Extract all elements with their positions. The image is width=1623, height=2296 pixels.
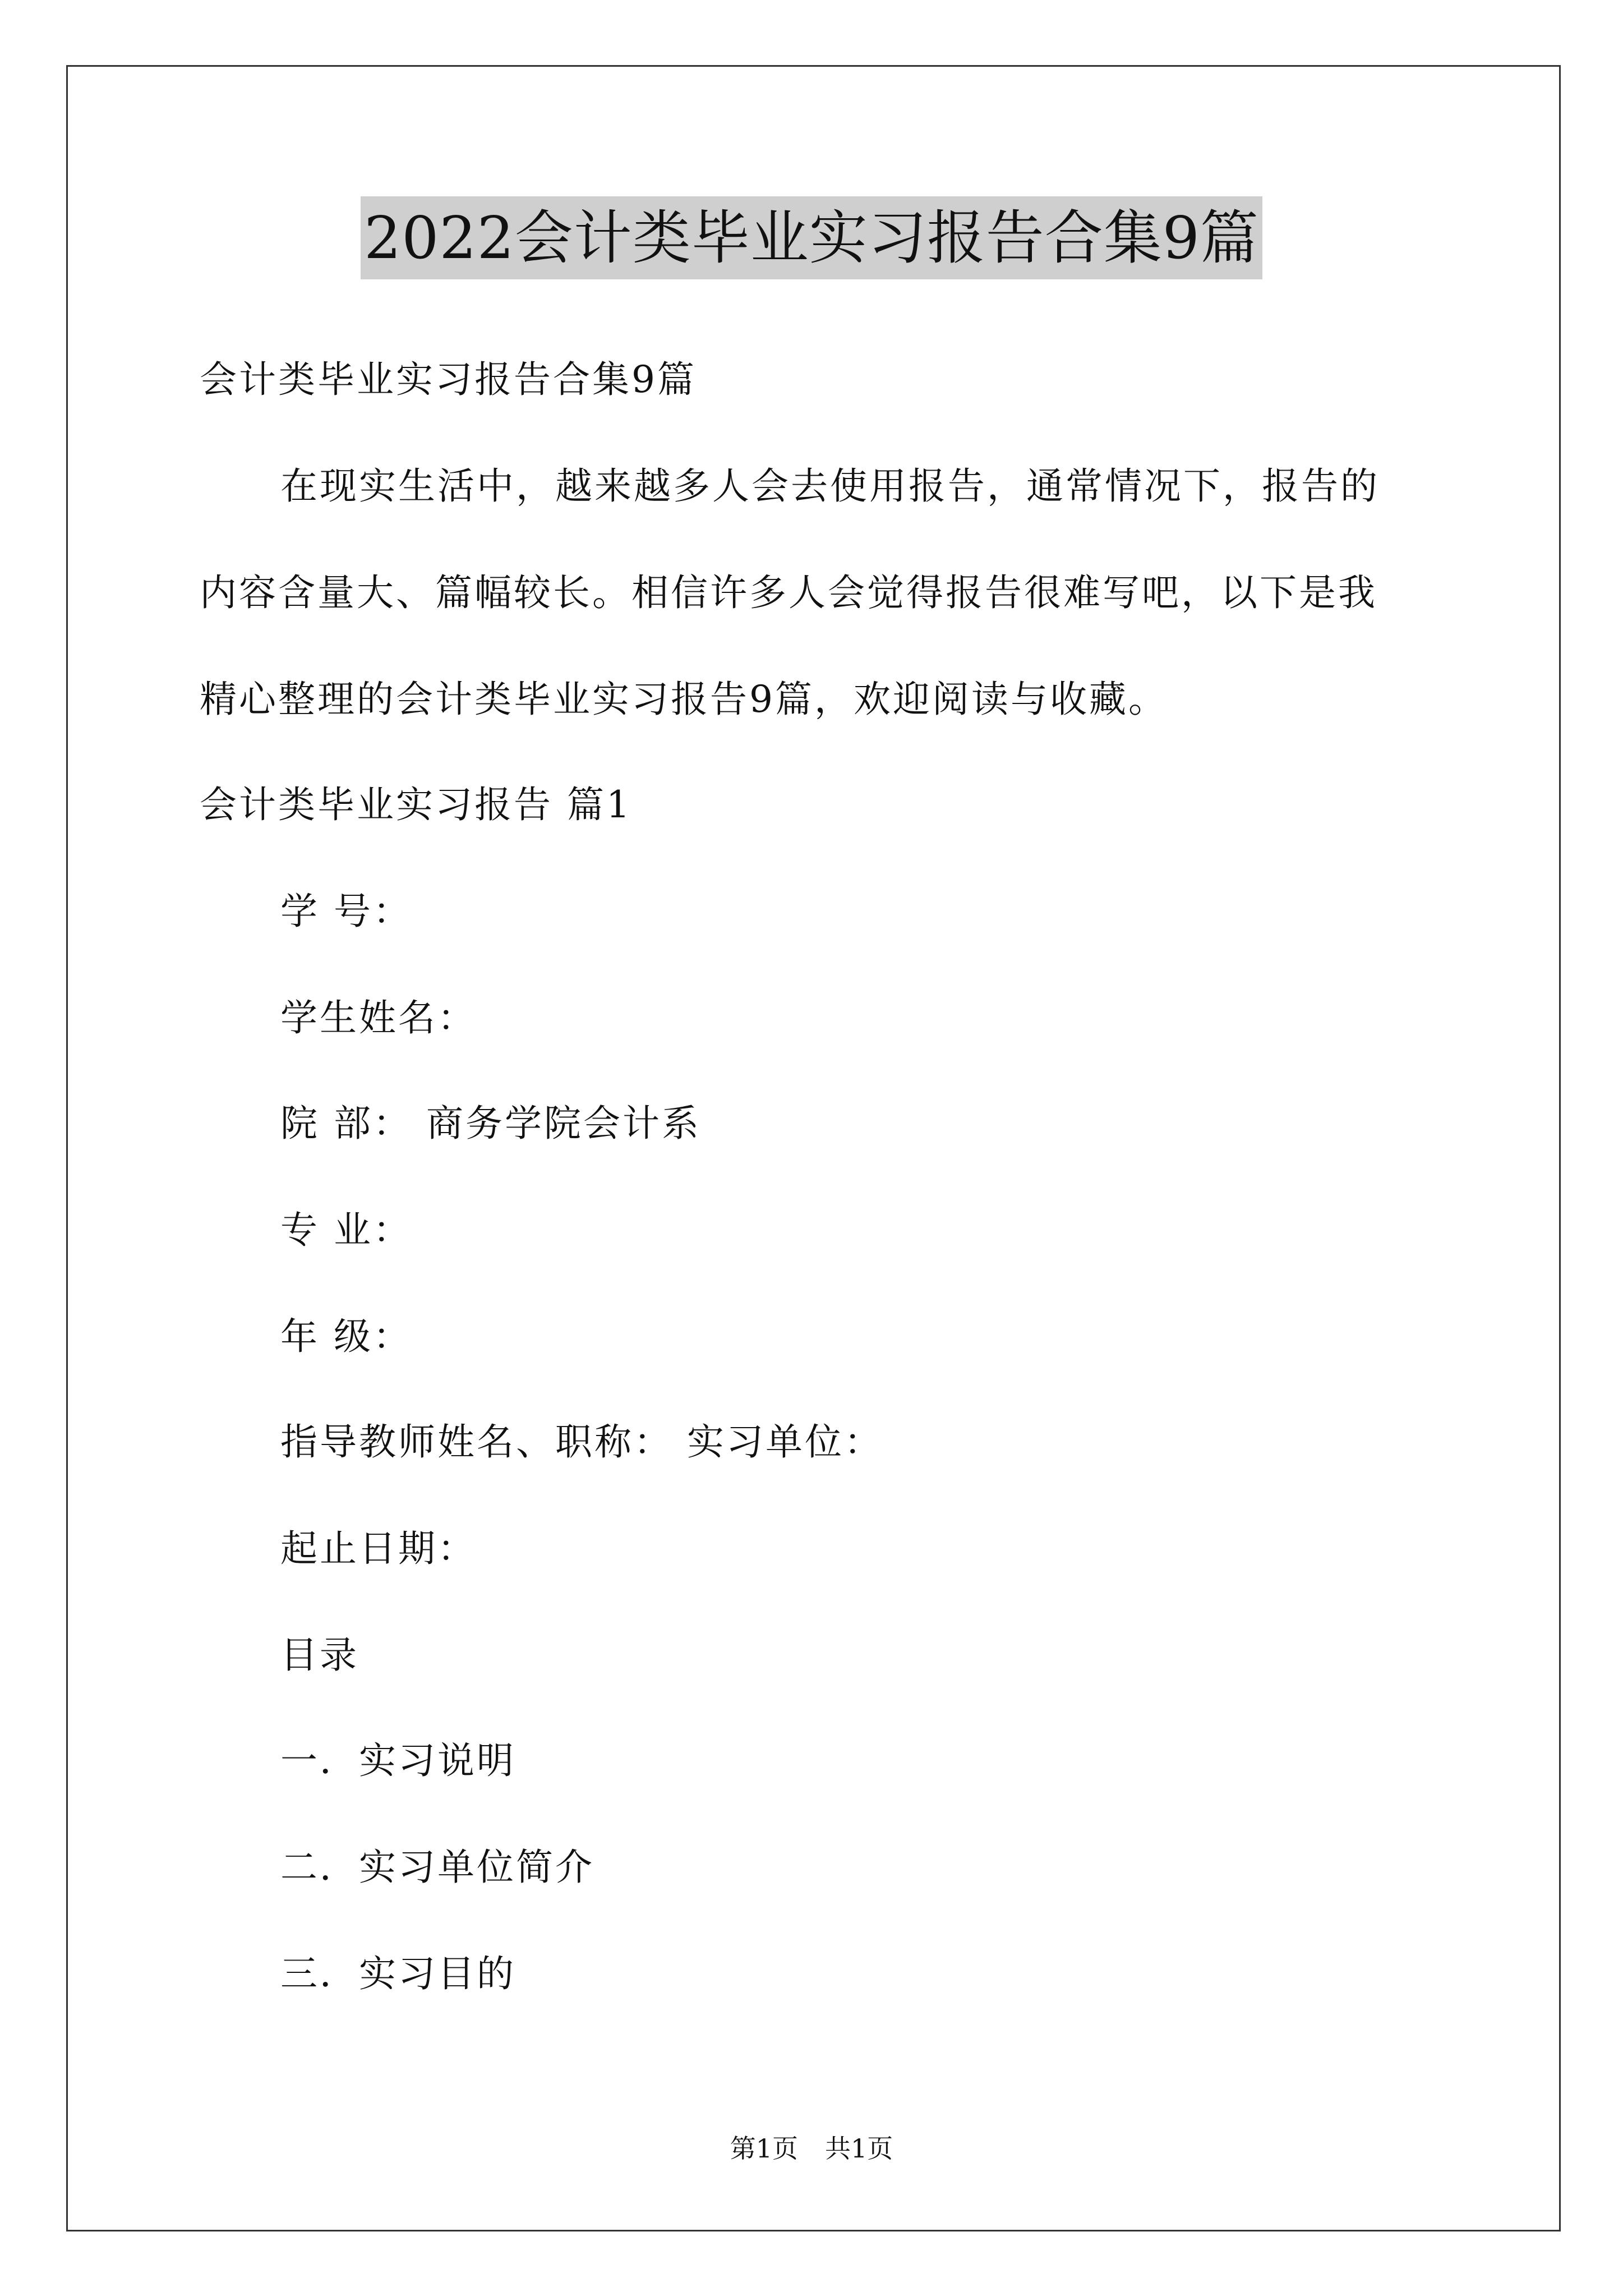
toc-item: 一．实习说明	[280, 1739, 516, 1782]
field-student-name: 学生姓名：	[280, 996, 477, 1039]
section-heading: 会计类毕业实习报告 篇1	[200, 783, 632, 826]
toc-item: 二．实习单位简介	[280, 1846, 594, 1889]
page-footer	[0, 2132, 1623, 2165]
field-grade: 年 级：	[280, 1315, 412, 1358]
subtitle: 会计类毕业实习报告合集9篇	[200, 358, 697, 401]
field-student-id: 学 号：	[280, 890, 412, 933]
field-dates: 起止日期：	[280, 1527, 477, 1570]
field-major: 专 业：	[280, 1208, 412, 1251]
page-number: 第1页	[730, 2133, 798, 2164]
intro-line-3: 精心整理的会计类毕业实习报告9篇，欢迎阅读与收藏。	[200, 678, 1168, 721]
document-title	[0, 196, 1623, 280]
toc-heading: 目录	[280, 1634, 359, 1677]
field-department: 院 部： 商务学院会计系	[280, 1102, 701, 1145]
document-title-text: 2022会计类毕业实习报告合集9篇	[361, 196, 1262, 279]
page-total: 共1页	[825, 2133, 893, 2164]
intro-line-2: 内容含量大、篇幅较长。相信许多人会觉得报告很难写吧，以下是我	[200, 571, 1377, 614]
field-advisor-unit: 指导教师姓名、职称： 实习单位：	[280, 1420, 883, 1464]
toc-item: 三．实习目的	[280, 1952, 516, 1995]
intro-line-1: 在现实生活中，越来越多人会去使用报告，通常情况下，报告的	[280, 464, 1380, 508]
